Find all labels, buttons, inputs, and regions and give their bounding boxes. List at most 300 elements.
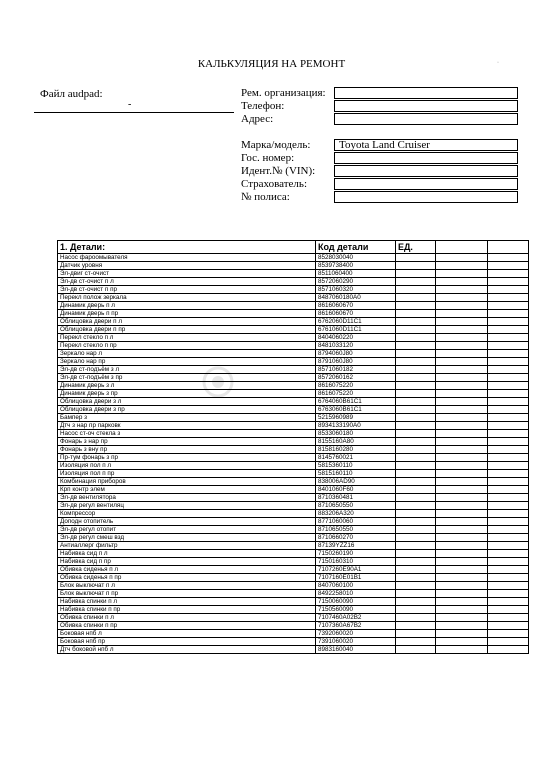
empty-cell <box>396 582 436 590</box>
part-name-cell: Боковая нпб л <box>58 630 316 638</box>
part-name-cell: Датчик уровня <box>58 262 316 270</box>
empty-cell <box>488 390 529 398</box>
empty-cell <box>436 334 488 342</box>
part-name-cell: Фонарь з нар пр <box>58 438 316 446</box>
table-row <box>58 278 529 286</box>
table-row <box>58 286 529 294</box>
empty-cell <box>436 550 488 558</box>
empty-cell <box>436 350 488 358</box>
part-name-cell: Компрессор <box>58 510 316 518</box>
part-code-cell: 7107460A02B2 <box>316 614 396 622</box>
table-row <box>58 334 529 342</box>
part-name-cell: Обивка спинки п пр <box>58 622 316 630</box>
empty-cell <box>436 318 488 326</box>
part-code-cell: 8492258010 <box>316 590 396 598</box>
part-name-cell: Насос фароомывателя <box>58 254 316 262</box>
empty-cell <box>436 534 488 542</box>
empty-cell <box>436 326 488 334</box>
part-name-cell: Фонарь з вну пр <box>58 446 316 454</box>
table-row <box>58 526 529 534</box>
part-name-cell: Блок выключат п л <box>58 582 316 590</box>
empty-cell <box>436 510 488 518</box>
part-code-cell: 7107160E01B1 <box>316 574 396 582</box>
empty-cell <box>436 454 488 462</box>
empty-cell <box>488 422 529 430</box>
empty-cell <box>488 566 529 574</box>
empty-cell <box>436 438 488 446</box>
table-row <box>58 374 529 382</box>
empty-cell <box>396 334 436 342</box>
empty-cell <box>488 526 529 534</box>
empty-cell <box>396 262 436 270</box>
part-name-cell: Динамик дверь п л <box>58 302 316 310</box>
table-row <box>58 446 529 454</box>
empty-cell <box>488 494 529 502</box>
table-row <box>58 462 529 470</box>
part-name-cell: Облицовка двери п пр <box>58 326 316 334</box>
part-code-cell: 8934133190A0 <box>316 422 396 430</box>
table-row <box>58 590 529 598</box>
field-label: Страхователь: <box>241 178 307 190</box>
part-code-cell: 8539738400 <box>316 262 396 270</box>
empty-cell <box>488 582 529 590</box>
part-name-cell: Набивка сид п л <box>58 550 316 558</box>
empty-cell <box>436 406 488 414</box>
empty-cell <box>396 366 436 374</box>
empty-cell <box>488 454 529 462</box>
part-code-cell: 8511060400 <box>316 270 396 278</box>
part-code-cell: 8791060J80 <box>316 358 396 366</box>
empty-cell <box>488 510 529 518</box>
part-name-cell: Эл-дв регул смеш взд <box>58 534 316 542</box>
field-value[interactable] <box>334 87 518 99</box>
empty-cell <box>488 374 529 382</box>
empty-cell <box>436 374 488 382</box>
table-row <box>58 550 529 558</box>
field-value[interactable]: Toyota Land Cruiser <box>334 139 518 151</box>
empty-cell <box>488 262 529 270</box>
part-name-cell: Изоляция пол п пр <box>58 470 316 478</box>
empty-cell <box>436 614 488 622</box>
field-label: Марка/модель: <box>241 139 311 151</box>
part-name-cell: Облицовка двери з л <box>58 398 316 406</box>
empty-cell <box>488 622 529 630</box>
empty-cell <box>436 518 488 526</box>
empty-cell <box>436 366 488 374</box>
table-row <box>58 510 529 518</box>
empty-cell <box>436 566 488 574</box>
part-code-cell: 7150060090 <box>316 598 396 606</box>
field-label: Адрес: <box>241 113 274 125</box>
empty-cell <box>396 518 436 526</box>
empty-cell <box>436 286 488 294</box>
part-name-cell: Динамик дверь з л <box>58 382 316 390</box>
empty-cell <box>436 278 488 286</box>
empty-cell <box>396 318 436 326</box>
part-code-cell: 87139YZZ16 <box>316 542 396 550</box>
part-name-cell: Динамик дверь з пр <box>58 390 316 398</box>
empty-cell <box>488 350 529 358</box>
table-row <box>58 606 529 614</box>
empty-cell <box>488 646 529 654</box>
part-name-cell: Насос ст-оч стекла з <box>58 430 316 438</box>
empty-cell <box>396 486 436 494</box>
table-header-cell <box>488 241 529 254</box>
table-header-row <box>58 241 529 254</box>
table-row <box>58 414 529 422</box>
part-code-cell: 7150560090 <box>316 606 396 614</box>
empty-cell <box>436 462 488 470</box>
empty-cell <box>396 382 436 390</box>
table-header-cell <box>436 241 488 254</box>
part-code-cell: 7150160310 <box>316 558 396 566</box>
empty-cell <box>488 574 529 582</box>
table-row <box>58 358 529 366</box>
empty-cell <box>396 534 436 542</box>
table-row <box>58 398 529 406</box>
part-code-cell: 8771060060 <box>316 518 396 526</box>
empty-cell <box>436 646 488 654</box>
file-underline <box>34 112 234 113</box>
empty-cell <box>436 470 488 478</box>
part-name-cell: Эл-дв ст-подъём з л <box>58 366 316 374</box>
part-code-cell: 8481033120 <box>316 342 396 350</box>
table-row <box>58 486 529 494</box>
empty-cell <box>488 278 529 286</box>
empty-cell <box>396 270 436 278</box>
part-name-cell: Эл-двиг ст-очист <box>58 270 316 278</box>
part-code-cell: 6763060B61C1 <box>316 406 396 414</box>
empty-cell <box>488 630 529 638</box>
table-row <box>58 638 529 646</box>
empty-cell <box>436 574 488 582</box>
empty-cell <box>396 430 436 438</box>
table-row <box>58 534 529 542</box>
part-name-cell: Блок выключат п пр <box>58 590 316 598</box>
empty-cell <box>436 494 488 502</box>
empty-cell <box>396 254 436 262</box>
empty-cell <box>488 342 529 350</box>
empty-cell <box>436 270 488 278</box>
part-code-cell: 883206A320 <box>316 510 396 518</box>
empty-cell <box>436 478 488 486</box>
field-label: Рем. организация: <box>241 87 326 99</box>
empty-cell <box>436 398 488 406</box>
table-row <box>58 470 529 478</box>
empty-cell <box>436 422 488 430</box>
part-name-cell: Обивка сиденья п л <box>58 566 316 574</box>
empty-cell <box>488 638 529 646</box>
table-row <box>58 350 529 358</box>
empty-cell <box>436 638 488 646</box>
empty-cell <box>396 342 436 350</box>
empty-cell <box>436 294 488 302</box>
part-code-cell: 8571060182 <box>316 366 396 374</box>
part-name-cell: Дтч боковой нпб л <box>58 646 316 654</box>
empty-cell <box>488 614 529 622</box>
empty-cell <box>488 302 529 310</box>
empty-cell <box>396 502 436 510</box>
part-code-cell: 8533060180 <box>316 430 396 438</box>
part-name-cell: Бампер з <box>58 414 316 422</box>
empty-cell <box>436 430 488 438</box>
part-name-cell: Доподн отопитель <box>58 518 316 526</box>
empty-cell <box>396 406 436 414</box>
table-row <box>58 558 529 566</box>
part-code-cell: 8616075220 <box>316 390 396 398</box>
empty-cell <box>436 526 488 534</box>
part-name-cell: Обивка сиденья п пр <box>58 574 316 582</box>
field-label: Телефон: <box>241 100 285 112</box>
parts-table <box>57 240 529 654</box>
part-code-cell: 8710360481 <box>316 494 396 502</box>
empty-cell <box>396 622 436 630</box>
table-header-cell: 1. Детали: <box>58 241 316 254</box>
field-value[interactable] <box>334 165 518 177</box>
part-code-cell: 6762060D11C1 <box>316 318 396 326</box>
part-name-cell: Эл-дв ст-подъём з пр <box>58 374 316 382</box>
empty-cell <box>396 302 436 310</box>
empty-cell <box>396 422 436 430</box>
document-title: КАЛЬКУЛЯЦИЯ НА РЕМОНТ <box>197 58 346 70</box>
table-row <box>58 502 529 510</box>
empty-cell <box>488 382 529 390</box>
empty-cell <box>436 598 488 606</box>
table-row <box>58 574 529 582</box>
empty-cell <box>436 542 488 550</box>
empty-cell <box>488 478 529 486</box>
part-name-cell: Эл-дв регул отопит <box>58 526 316 534</box>
part-name-cell: Эл-дв вентилятора <box>58 494 316 502</box>
table-row <box>58 454 529 462</box>
part-name-cell: Пр-тум фонарь з пр <box>58 454 316 462</box>
table-row <box>58 422 529 430</box>
part-name-cell: Эл-дв ст-очист п л <box>58 278 316 286</box>
table-row <box>58 542 529 550</box>
empty-cell <box>436 582 488 590</box>
part-name-cell: Перекл полож зеркала <box>58 294 316 302</box>
empty-cell <box>436 630 488 638</box>
empty-cell <box>488 462 529 470</box>
empty-cell <box>396 326 436 334</box>
part-name-cell: Дтч з нар пр парковк <box>58 422 316 430</box>
empty-cell <box>488 534 529 542</box>
part-code-cell: 7150260190 <box>316 550 396 558</box>
empty-cell <box>488 254 529 262</box>
table-row <box>58 582 529 590</box>
part-code-cell: 8407060100 <box>316 582 396 590</box>
empty-cell <box>396 630 436 638</box>
part-name-cell: Зеркало нар пр <box>58 358 316 366</box>
part-name-cell: Зеркало нар л <box>58 350 316 358</box>
part-code-cell: 5215960989 <box>316 414 396 422</box>
part-code-cell: 8572060162 <box>316 374 396 382</box>
empty-cell <box>396 374 436 382</box>
empty-cell <box>396 510 436 518</box>
file-label: Файл audpad: <box>40 88 103 100</box>
empty-cell <box>396 614 436 622</box>
empty-cell <box>396 494 436 502</box>
empty-cell <box>488 270 529 278</box>
empty-cell <box>436 502 488 510</box>
table-row <box>58 366 529 374</box>
empty-cell <box>488 590 529 598</box>
empty-cell <box>396 286 436 294</box>
part-code-cell: 6764060B61C1 <box>316 398 396 406</box>
part-code-cell: 8155160A80 <box>316 438 396 446</box>
table-row <box>58 390 529 398</box>
empty-cell <box>396 462 436 470</box>
part-code-cell: 8145760021 <box>316 454 396 462</box>
empty-cell <box>436 558 488 566</box>
empty-cell <box>488 470 529 478</box>
empty-cell <box>488 286 529 294</box>
file-dash: - <box>128 99 132 110</box>
empty-cell <box>436 414 488 422</box>
empty-cell <box>488 438 529 446</box>
table-row <box>58 598 529 606</box>
table-row <box>58 254 529 262</box>
part-code-cell: 8404060220 <box>316 334 396 342</box>
part-name-cell: Набивка спинки п л <box>58 598 316 606</box>
empty-cell <box>488 606 529 614</box>
part-code-cell: 8794060J80 <box>316 350 396 358</box>
part-name-cell: Перекл стекло п л <box>58 334 316 342</box>
empty-cell <box>396 278 436 286</box>
field-label: Идент.№ (VIN): <box>241 165 316 177</box>
part-name-cell: Антиаллерг фильтр <box>58 542 316 550</box>
field-value[interactable] <box>334 152 518 164</box>
table-row <box>58 438 529 446</box>
empty-cell <box>488 550 529 558</box>
table-row <box>58 294 529 302</box>
table-row <box>58 622 529 630</box>
part-code-cell: 8487060180A0 <box>316 294 396 302</box>
field-label: Гос. номер: <box>241 152 295 164</box>
empty-cell <box>436 486 488 494</box>
part-name-cell: Динамик дверь п пр <box>58 310 316 318</box>
empty-cell <box>396 478 436 486</box>
empty-cell <box>488 398 529 406</box>
empty-cell <box>436 342 488 350</box>
part-name-cell: Облицовка двери п л <box>58 318 316 326</box>
part-code-cell: 8616060670 <box>316 302 396 310</box>
table-row <box>58 318 529 326</box>
table-header-cell: Код детали <box>316 241 396 254</box>
field-value[interactable] <box>334 191 518 203</box>
empty-cell <box>488 598 529 606</box>
empty-cell <box>396 574 436 582</box>
field-value[interactable] <box>334 100 518 112</box>
table-row <box>58 326 529 334</box>
part-code-cell: 8616060670 <box>316 310 396 318</box>
empty-cell <box>436 606 488 614</box>
empty-cell <box>488 430 529 438</box>
empty-cell <box>436 262 488 270</box>
empty-cell <box>488 294 529 302</box>
part-name-cell: Крп контр элем <box>58 486 316 494</box>
field-label: № полиса: <box>241 191 290 203</box>
table-row <box>58 406 529 414</box>
empty-cell <box>436 358 488 366</box>
empty-cell <box>436 254 488 262</box>
part-code-cell: 8528030040 <box>316 254 396 262</box>
empty-cell <box>488 446 529 454</box>
corner-mark: · <box>497 60 499 66</box>
table-row <box>58 262 529 270</box>
part-name-cell: Изоляция пол п л <box>58 462 316 470</box>
part-code-cell: 838006AD90 <box>316 478 396 486</box>
table-row <box>58 630 529 638</box>
part-name-cell: Эл-дв регул вентиляц <box>58 502 316 510</box>
empty-cell <box>396 558 436 566</box>
table-row <box>58 310 529 318</box>
part-code-cell: 8983160040 <box>316 646 396 654</box>
table-row <box>58 614 529 622</box>
empty-cell <box>396 350 436 358</box>
table-row <box>58 302 529 310</box>
empty-cell <box>396 638 436 646</box>
part-code-cell: 5815160110 <box>316 470 396 478</box>
empty-cell <box>396 398 436 406</box>
table-row <box>58 494 529 502</box>
empty-cell <box>488 486 529 494</box>
part-name-cell: Эл-дв ст-очист п пр <box>58 286 316 294</box>
part-code-cell: 8710650550 <box>316 502 396 510</box>
empty-cell <box>488 318 529 326</box>
part-name-cell: Набивка сид п пр <box>58 558 316 566</box>
part-name-cell: Перекл стекло п пр <box>58 342 316 350</box>
table-row <box>58 270 529 278</box>
empty-cell <box>488 406 529 414</box>
field-value[interactable] <box>334 178 518 190</box>
empty-cell <box>488 558 529 566</box>
table-row <box>58 430 529 438</box>
part-code-cell: 8158160280 <box>316 446 396 454</box>
table-row <box>58 478 529 486</box>
empty-cell <box>396 550 436 558</box>
part-code-cell: 8710660270 <box>316 534 396 542</box>
part-name-cell: Набивка спинки п пр <box>58 606 316 614</box>
field-value[interactable] <box>334 113 518 125</box>
empty-cell <box>396 598 436 606</box>
empty-cell <box>396 470 436 478</box>
part-code-cell: 8616075220 <box>316 382 396 390</box>
empty-cell <box>488 518 529 526</box>
empty-cell <box>396 566 436 574</box>
empty-cell <box>436 622 488 630</box>
part-code-cell: 8571060320 <box>316 286 396 294</box>
empty-cell <box>396 310 436 318</box>
empty-cell <box>488 366 529 374</box>
empty-cell <box>396 390 436 398</box>
empty-cell <box>436 590 488 598</box>
part-name-cell: Обивка спинки п л <box>58 614 316 622</box>
empty-cell <box>488 414 529 422</box>
table-header-cell: ЕД. <box>396 241 436 254</box>
empty-cell <box>396 646 436 654</box>
empty-cell <box>396 358 436 366</box>
empty-cell <box>436 310 488 318</box>
empty-cell <box>488 334 529 342</box>
empty-cell <box>436 382 488 390</box>
empty-cell <box>396 446 436 454</box>
part-code-cell: 6761060D11C1 <box>316 326 396 334</box>
table-row <box>58 382 529 390</box>
empty-cell <box>488 542 529 550</box>
table-row <box>58 566 529 574</box>
empty-cell <box>488 310 529 318</box>
